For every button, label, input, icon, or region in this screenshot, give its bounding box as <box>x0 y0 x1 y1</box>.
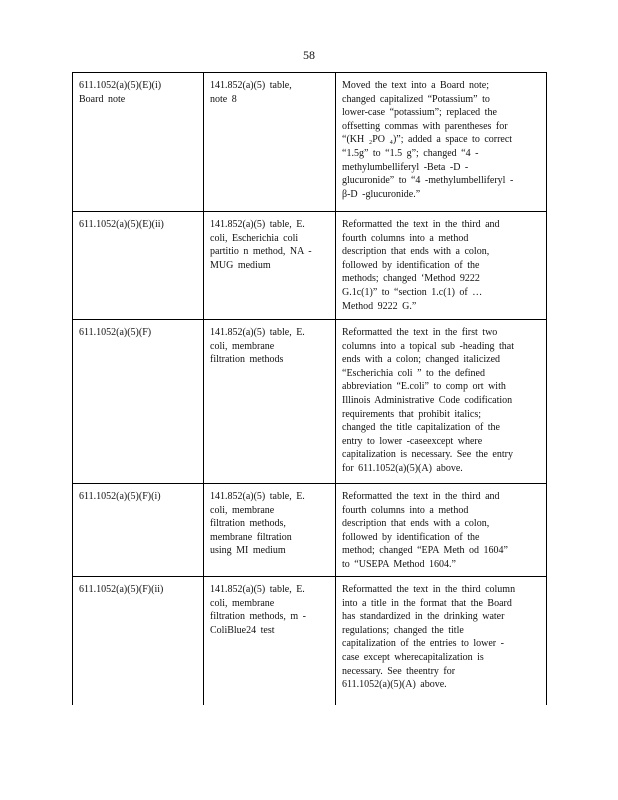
federal-citation: 141.852(a)(5) table, E. coli, Escherichia coli partitio n method, NA - MUG medium <box>210 219 312 271</box>
section-citation: 611.1052(a)(5)(F)(ii) <box>79 584 164 595</box>
explanation-text: Reformatted the text in the third and fourth columns into a method description that ends with a colon, followed by identification of the method; changed “EPA Meth od 1604” to “USEPA Method 1604.” <box>342 491 508 570</box>
table-row <box>73 73 547 212</box>
federal-source-cell <box>204 577 336 706</box>
table-row <box>73 320 547 484</box>
page-number: 58 <box>303 48 315 62</box>
section-citation: 611.1052(a)(5)(E)(i) Board note <box>79 80 162 105</box>
explanation-text: Reformatted the text in the first two columns into a topical sub -heading that ends with a colon; changed italicized “Escherichia coli ” to the defined abbreviation “E.coli” to comp ort with Illinois Administrative Code codification requirements that prohibit italics; changed the title capitalization of the entry to lower -caseexcept where capitalization is necessary. See the entry for 611.1052(a)(5)(A) above. <box>342 327 514 474</box>
federal-citation: 141.852(a)(5) table, E. coli, membrane filtration methods, m - ColiBlue24 test <box>210 584 306 636</box>
section-citation: 611.1052(a)(5)(F)(i) <box>79 491 161 502</box>
table-row <box>73 577 547 706</box>
section-citation: 611.1052(a)(5)(E)(ii) <box>79 219 164 230</box>
section-cell <box>73 577 204 706</box>
explanation-cell <box>336 212 547 320</box>
federal-source-cell <box>204 73 336 212</box>
explanation-text: Reformatted the text in the third and fourth columns into a method description that ends with a colon, followed by identification of the methods; changed ‘Method 9222 G.1c(1)” to “section 1.c(1) of … Method 9222 G.” <box>342 219 500 312</box>
explanation-cell <box>336 320 547 484</box>
explanation-cell <box>336 577 547 706</box>
federal-citation: 141.852(a)(5) table, note 8 <box>210 80 292 105</box>
federal-citation: 141.852(a)(5) table, E. coli, membrane filtration methods <box>210 327 305 366</box>
explanation-cell <box>336 484 547 577</box>
explanation-text: Reformatted the text in the third column into a title in the format that the Board has standardized in the drinking water regulations; changed the title capitalization of the entries to lower - case except wherecapitalization is necessary. See theentry for 611.1052(a)(5)(A) above. <box>342 584 516 691</box>
explanation-cell <box>336 73 547 212</box>
federal-citation: 141.852(a)(5) table, E. coli, membrane filtration methods, membrane filtration using MI medium <box>210 491 305 557</box>
federal-source-cell <box>204 320 336 484</box>
comparison-table <box>72 72 547 705</box>
federal-source-cell <box>204 212 336 320</box>
section-cell <box>73 73 204 212</box>
table-row <box>73 212 547 320</box>
section-citation: 611.1052(a)(5)(F) <box>79 327 152 338</box>
section-cell <box>73 484 204 577</box>
federal-source-cell <box>204 484 336 577</box>
section-cell <box>73 320 204 484</box>
section-cell <box>73 212 204 320</box>
explanation-text: Moved the text into a Board note; changed capitalized “Potassium” to lower-case “potassium”; replaced the offsetting commas with parentheses for “(KH ₂PO ₄)”; added a space to correct “1.5g” to “1.5 g”; changed “4 - methylumbelliferyl -Beta -D - glucuronide” to “4 -methylumbelliferyl - β-D -glucuronide.” <box>342 80 514 200</box>
table-row <box>73 484 547 577</box>
